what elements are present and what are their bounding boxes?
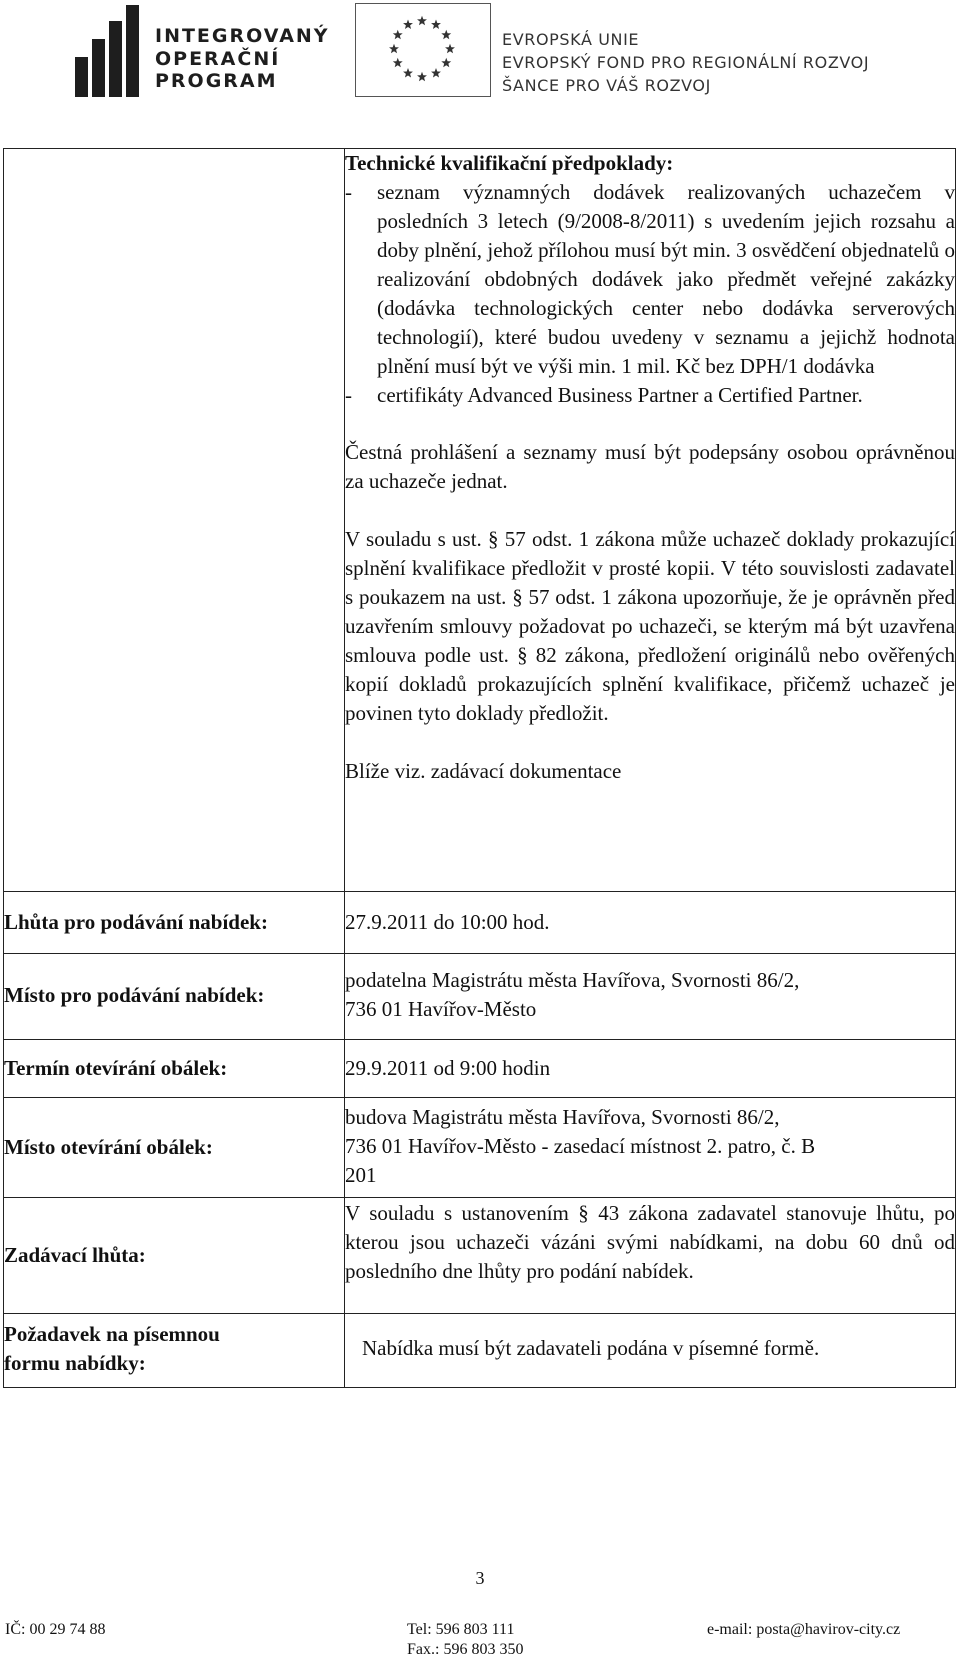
footer-ico: IČ: 00 29 74 88 <box>5 1621 106 1638</box>
eu-text <box>502 28 869 97</box>
footer-email: e-mail: posta@havirov-city.cz <box>707 1621 901 1638</box>
eu-star-icon <box>403 68 413 77</box>
eu-star-icon <box>393 58 403 67</box>
law-paragraph: V souladu s ust. § 57 odst. 1 zákona může uchazeč doklady prokazující splnění kvalifikace předložit v prosté kopii. V této souvislosti zadavatel s poukazem na ust. § 57 odst. 1 zákona upozorňuje, že je oprávněn před uzavřením smlouvy požadovat po uchazeči, se kterým má být uzavřena smlouva podle ust. § 82 zákona, předložení originálů nebo ověřených kopií dokladů prokazujících splnění kvalifikace, přičemž uchazeč je povinen tyto doklady předložit. <box>345 527 955 725</box>
row-label: Místo otevírání obálek: <box>4 1098 345 1198</box>
iop-bars-icon <box>75 5 145 97</box>
tender-info-table <box>3 148 956 1388</box>
row-value: Nabídka musí být zadavateli podána v písemné formě. <box>345 1314 956 1388</box>
row-label: Požadavek na písemnou formu nabídky: <box>4 1314 345 1388</box>
signatures-paragraph: Čestná prohlášení a seznamy musí být podepsány osobou oprávněnou za uchazeče jednat. <box>345 440 955 493</box>
eu-star-icon <box>445 44 455 53</box>
row-value: 27.9.2011 do 10:00 hod. <box>345 892 956 954</box>
more-info-paragraph: Blíže viz. zadávací dokumentace <box>345 759 622 783</box>
eu-star-icon <box>403 20 413 29</box>
page-header <box>0 0 960 105</box>
eu-star-icon <box>441 30 451 39</box>
row-value: podatelna Magistrátu města Havířova, Svornosti 86/2, 736 01 Havířov-Město <box>345 954 956 1040</box>
footer-tel: Tel: 596 803 111 <box>407 1621 515 1638</box>
list-item: - seznam významných dodávek realizovaných uchazečem v posledních 3 letech (9/2008-8/2011) s uvedením jejich rozsahu a doby plnění, jehož přílohou musí být min. 3 osvědčení objednatelů o realizování obdobných dodávek jako předmět veřejné zakázky (dodávka technologických center nebo dodávka serverových technologií), které budou uvedeny v seznamu a jejichž hodnota plnění musí být ve výši min. 1 mil. Kč bez DPH/1 dodávka <box>345 178 955 381</box>
eu-flag-icon <box>355 3 491 97</box>
table-row <box>4 1098 956 1198</box>
row-value: budova Magistrátu města Havířova, Svornosti 86/2, 736 01 Havířov-Město - zasedací místnost 2. patro, č. B 201 <box>345 1098 956 1198</box>
table-row <box>4 1198 956 1314</box>
row-label: Zadávací lhůta: <box>4 1198 345 1314</box>
table-row <box>4 892 956 954</box>
eu-line: EVROPSKÁ UNIE <box>502 30 640 49</box>
iop-logo-text: INTEGROVANÝ OPERAČNÍ PROGRAM <box>155 25 330 92</box>
footer-phones <box>407 1620 523 1660</box>
qualification-list <box>345 178 955 410</box>
row-label: Termín otevírání obálek: <box>4 1040 345 1098</box>
page-number: 3 <box>475 1568 485 1588</box>
empty-label-cell <box>4 149 345 892</box>
eu-line: ŠANCE PRO VÁŠ ROZVOJ <box>502 76 711 95</box>
eu-star-icon <box>431 68 441 77</box>
table-row <box>4 954 956 1040</box>
eu-star-icon <box>389 44 399 53</box>
footer-fax: Fax.: 596 803 350 <box>407 1641 524 1658</box>
row-label: Lhůta pro podávání nabídek: <box>4 892 345 954</box>
eu-line: EVROPSKÝ FOND PRO REGIONÁLNÍ ROZVOJ <box>502 53 870 72</box>
row-label: Místo pro podávání nabídek: <box>4 954 345 1040</box>
row-value: 29.9.2011 od 9:00 hodin <box>345 1040 956 1098</box>
qualification-title: Technické kvalifikační předpoklady: <box>345 151 674 175</box>
eu-star-icon <box>417 16 427 25</box>
row-value: V souladu s ustanovením § 43 zákona zadavatel stanovuje lhůtu, po kterou jsou uchazeči vázáni svými nabídkami, na dobu 60 dnů od posledního dne lhůty pro podání nabídek. <box>345 1198 956 1314</box>
table-row <box>4 1040 956 1098</box>
eu-star-icon <box>441 58 451 67</box>
list-item: - certifikáty Advanced Business Partner a Certified Partner. <box>345 381 955 410</box>
table-row <box>4 149 956 892</box>
qualification-cell <box>345 149 956 892</box>
eu-star-icon <box>431 20 441 29</box>
eu-star-icon <box>417 72 427 81</box>
eu-star-icon <box>393 30 403 39</box>
iop-logo <box>75 5 330 97</box>
table-row <box>4 1314 956 1388</box>
